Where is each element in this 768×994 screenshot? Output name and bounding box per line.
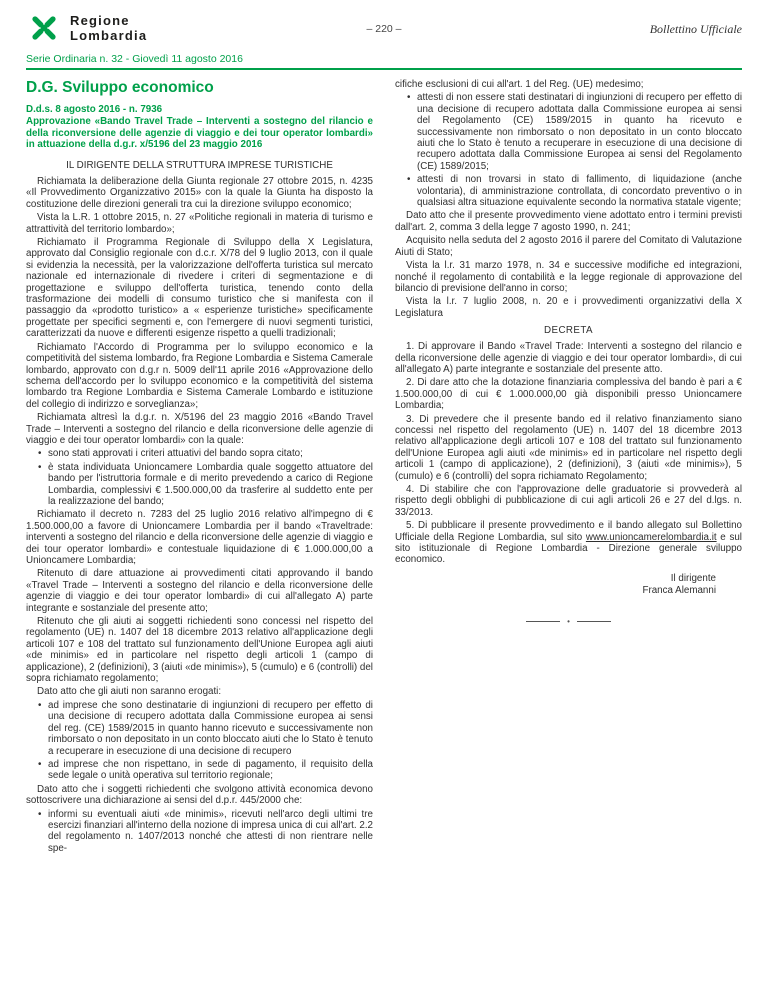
list-item-text: ad imprese che non rispettano, in sede di pagamento, il requisito della sede legale o unità operativa sul territorio regionale; bbox=[48, 758, 373, 782]
header-rule bbox=[26, 68, 742, 70]
brand-line-2: Lombardia bbox=[70, 28, 148, 43]
paragraph: Richiamato l'Accordo di Programma per lo sviluppo economico e la competitività del sistema lombardo, fra Regione Lombardia e Sistema Camerale lombardo, approvato con d.g.r n. 5009 dell'11 aprile 2016 «Approvazione dello schema dell'accordo per lo sviluppo economico e la competitività del sistema lombardo tra Regione Lombardia e Sistema Camerale Lombardo e istituzione del collegio di indirizzo e sorveglianza»; bbox=[26, 341, 373, 410]
paragraph: Dato atto che gli aiuti non saranno erogati: bbox=[37, 686, 222, 698]
list-item bbox=[38, 700, 373, 757]
paragraph: 5. Di pubblicare il presente provvedimento e il bando allegato sul Bollettino Ufficiale della Regione Lombardia, sul sito www.unioncamerelombardia.it e sul sito istituzionale di Regione Lombardia - Direzione generale sviluppo economico. bbox=[395, 520, 742, 566]
brand-line-1: Regione bbox=[70, 12, 130, 28]
list-item bbox=[407, 92, 742, 172]
section-title: D.G. Sviluppo economico bbox=[26, 79, 214, 96]
journal-title: Bollettino Ufficiale bbox=[649, 22, 743, 36]
right-column-text bbox=[395, 79, 742, 626]
bullet-icon: • bbox=[38, 699, 42, 711]
paragraph: Dato atto che i soggetti richiedenti che svolgono attività economica devono sottoscrivere una dichiarazione ai sensi del d.p.r. 445/2000 che: bbox=[26, 783, 373, 807]
divider-line bbox=[577, 621, 611, 622]
brand-wordmark bbox=[70, 13, 147, 44]
decree-number: D.d.s. 8 agosto 2016 - n. 7936 bbox=[26, 104, 163, 115]
paragraph: Vista la L.R. 1 ottobre 2015, n. 27 «Politiche regionali in materia di turismo e attrattività del territorio lombardo»; bbox=[26, 212, 373, 235]
list-item bbox=[407, 174, 742, 208]
paragraph: 1. Di approvare il Bando «Travel Trade: Interventi a sostegno del rilancio e della riconversione delle agenzie di viaggio e dei tour operator lombardi», di cui all'allegato A) parte integrante e sostanziale del presente atto. bbox=[395, 341, 742, 375]
list-item bbox=[38, 809, 373, 855]
paragraph: Richiamato il decreto n. 7283 del 25 luglio 2016 relativo all'impegno di € 1.500.000,00 a favore di Unioncamere Lombardia per il bando «Traveltrade: interventi a sostegno del rilancio e della riconversione delle agenzie di viaggio e dei tour operator lombardi» e contestuale liquidazione di € 1.000.000,00 a Unioncamere Lombardia; bbox=[26, 509, 373, 566]
bullet-icon: • bbox=[407, 174, 411, 186]
authority-heading: IL DIRIGENTE DELLA STRUTTURA IMPRESE TURISTICHE bbox=[66, 160, 333, 171]
bullet-icon: • bbox=[407, 92, 411, 104]
paragraph: 4. Di stabilire che con l'approvazione delle graduatorie si provvederà al rispetto degli obblighi di pubblicazione di cui agli articoli 26 e 27 del d.lgs. n. 33/2013. bbox=[395, 484, 742, 518]
signature-name: Franca Alemanni bbox=[642, 585, 716, 597]
bullet-icon: • bbox=[38, 808, 42, 820]
unioncamere-link[interactable]: www.unioncamerelombardia.it bbox=[585, 531, 717, 543]
list-item-text: è stata individuata Unioncamere Lombardia quale soggetto attuatore del bando per l'istruttoria formale e di merito prevedendo a carico di Regione Lombardia, complessivi € 1.500.000,00 da trasferire al suddetto ente per la realizzazione del bando; bbox=[48, 461, 373, 507]
divider-dot-icon: • bbox=[567, 616, 570, 626]
regione-lombardia-brand bbox=[26, 10, 265, 46]
list-item-text: ad imprese che sono destinatarie di ingiunzioni di recupero per effetto di una decisione di recupero adottata dalla Commissione europea ai sensi del reg. (CE) 1589/2015 in quanto hanno ricevuto e successivamente non rimborsato o non depositato in un conto bloccato aiuti che lo Stato è tenuto a recuperare in esecuzione di una decisione di recupero bbox=[48, 699, 373, 757]
bullet-icon: • bbox=[38, 448, 42, 460]
paragraph: Richiamata altresì la d.g.r. n. X/5196 del 23 maggio 2016 «Bando Travel Trade – Interventi a sostegno del rilancio e della riconversione delle agenzie di viaggio e dei tour operator lombardi» con la quale: bbox=[26, 412, 373, 446]
paragraph: Vista la l.r. 7 luglio 2008, n. 20 e i provvedimenti organizzativi della X Legislatura bbox=[395, 296, 742, 319]
paragraph: Ritenuto di dare attuazione ai provvedimenti citati approvando il bando «Travel Trade – Interventi a sostegno del rilancio e della riconversione delle agenzie di viaggio e dei tour operator lombardi» di cui all'allegato A) parte integrante e sostanziale del presente atto; bbox=[26, 568, 373, 614]
bullet-icon: • bbox=[38, 758, 42, 770]
decree-title: Approvazione «Bando Travel Trade – Interventi a sostegno del rilancio e della riconversione delle agenzie di viaggio e dei tour operator lombardi» in attuazione della d.g.r. x/5196 del 23 maggio 2016 bbox=[26, 115, 373, 151]
right-column bbox=[395, 79, 742, 856]
page-header bbox=[26, 10, 742, 46]
paragraph: 3. Di prevedere che il presente bando ed il relativo finanziamento siano concessi nel rispetto del regolamento (UE) n. 1407 del 18 dicembre 2013 relativo all'applicazione degli articoli 107 e 108 del trattato sul funzionamento dell'Unione Europea agli aiuti «de minimis» ed in particolare nel rispetto degli articoli 1 (campo di applicazione), 2 (definizioni), 3 (aiuti «de minimis»), 5 (cumulo) e 6 (controlli) del sopra richiamato Regolamento; bbox=[395, 413, 742, 482]
paragraph: Acquisito nella seduta del 2 agosto 2016 il parere del Comitato di Valutazione Aiuti di Stato; bbox=[395, 235, 742, 258]
content-columns bbox=[26, 79, 742, 856]
paragraph: Richiamato il Programma Regionale di Sviluppo della X Legislatura, approvato dal Consiglio regionale con d.c.r. X/78 del 9 luglio 2013, con il quale si evidenzia la necessità, per la valorizzazione dell'offerta turistica sul mercato nazionale ed internazionale di rivedere i criteri di segmentazione e di progettazione e sviluppo dell'offerta turistica, tenendo conto della trasformazione dei modelli di consumo turistico che si manifesta con il passaggio da «prodotto turistico» a « esperienze turistiche» specificamente progettate per specifici segmenti e, con l'emergere di nuovi segmenti turistici, caratterizzati da nuove e differenti esigenze rispetto a quelli tradizionali; bbox=[26, 237, 373, 340]
signature-block bbox=[395, 573, 742, 598]
left-column-text bbox=[26, 176, 373, 854]
rosa-camuna-logo-icon bbox=[26, 10, 62, 46]
paragraph: 2. Di dare atto che la dotazione finanziaria complessiva del bando è pari a € 1.500.000,00 di cui € 1.000.000,00 già disponibili presso Unioncamere Lombardia; bbox=[395, 377, 742, 412]
list-item bbox=[38, 759, 373, 782]
signature-role: Il dirigente bbox=[670, 572, 716, 584]
list-item-text: attesti di non essere stati destinatari di ingiunzioni di recupero per effetto di una decisione di recupero adottata dalla Commissione europea ai sensi del Regolamento (CE) 1589/2015 in quanto ha ricevuto e successivamente non rimborsato o non depositato in un conto bloccato aiuti che lo Stato è tenuto a recuperare in esecuzione di una decisione di recupero adottata dalla Commissione Europea ai sensi del Regolamento (CE) 1589/2015; bbox=[417, 92, 742, 172]
bullet-icon: • bbox=[38, 461, 42, 473]
list-item-text: informi su eventuali aiuti «de minimis», ricevuti nell'arco degli ultimi tre esercizi finanziari all'interno della nozione di impresa unica di cui all'art. 2.2 del regolamento n. 1407/2013 nonché che attesti di non rientrare nelle spe- bbox=[48, 808, 373, 854]
paragraph: Richiamata la deliberazione della Giunta regionale 27 ottobre 2015, n. 4235 «Il Provvedimento Organizzativo 2015» con la quale la Giunta ha disposto la costituzione delle direzioni generali tra cui la direzione sviluppo economico; bbox=[26, 176, 373, 210]
list-item-text: sono stati approvati i criteri attuativi del bando sopra citato; bbox=[48, 448, 303, 460]
paragraph: Dato atto che il presente provvedimento viene adottato entro i termini previsti dall'art. 2, comma 3 della legge 7 agosto 1990, n. 241; bbox=[395, 210, 742, 233]
section-divider bbox=[395, 618, 742, 626]
series-line: Serie Ordinaria n. 32 - Giovedì 11 agosto 2016 bbox=[26, 53, 243, 65]
paragraph: cifiche esclusioni di cui all'art. 1 del Reg. (UE) medesimo; bbox=[395, 79, 644, 90]
paragraph: Vista la l.r. 31 marzo 1978, n. 34 e successive modifiche ed integrazioni, nonché il regolamento di contabilità e la legge regionale di approvazione del bilancio di previsione dell'anno in corso; bbox=[395, 260, 742, 294]
list-item bbox=[38, 462, 373, 508]
decreta-heading: DECRETA bbox=[544, 325, 593, 337]
list-item-text: attesti di non trovarsi in stato di fallimento, di liquidazione (anche volontaria), di amministrazione controllata, di concordato preventivo o in qualsiasi altra situazione equivalente secondo la normativa statale vigente; bbox=[417, 174, 742, 209]
list-item bbox=[38, 448, 373, 459]
page-number: – 220 – bbox=[366, 23, 402, 35]
left-column bbox=[26, 79, 373, 856]
paragraph: Ritenuto che gli aiuti ai soggetti richiedenti sono concessi nel rispetto del regolamento (UE) n. 1407 del 18 dicembre 2013 relativo all'applicazione degli articoli 107 e 108 del trattato sul funzionamento dell'Unione Europea agli aiuti «de minimis» ed in particolare nel rispetto degli articoli 1 (campo di applicazione), 2 (definizioni), 3 (aiuti «de minimis»), 5 (cumulo) e 6 (controlli) del sopra richiamato regolamento; bbox=[26, 616, 373, 685]
divider-line bbox=[526, 621, 560, 622]
